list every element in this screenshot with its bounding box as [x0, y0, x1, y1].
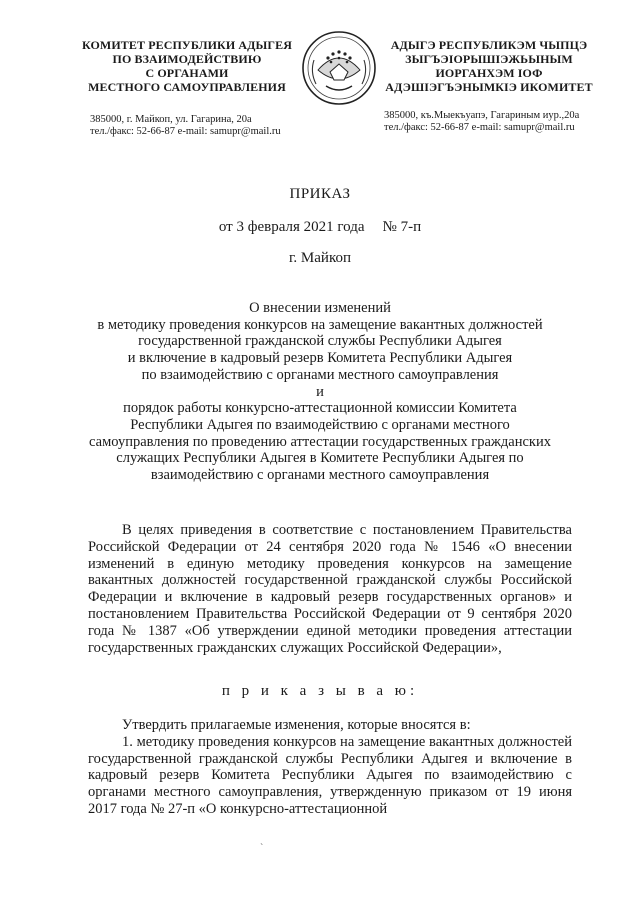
subject-line: взаимодействию с органами местного самоуправления [150, 467, 490, 484]
subject-line: служащих Республики Адыгея в Комитете Республики Адыгея по [116, 450, 524, 467]
left-org-line: С ОРГАНАМИ [145, 66, 229, 80]
subject-line: в методику проведения конкурсов на замещение вакантных должностей [97, 316, 543, 333]
subject-line: Республики Адыгея по взаимодействию с органами местного [130, 416, 510, 433]
left-letterhead [72, 38, 302, 138]
left-org-line: КОМИТЕТ РЕСПУБЛИКИ АДЫГЕЯ [81, 38, 292, 52]
left-org-name [72, 38, 302, 94]
preamble-paragraph: В целях приведения в соответствие с постановлением Правительства Российской Федерации от 24 сентября 2020 года № 1546 «О внесении изменений в единую методику проведения конкурсов на замещение вакантных должностей государственной гражданской службы Российской Федерации и включение в кадровый резерв государственных органов» и постановлением Правительства Российской Федерации от 9 сентября 2020 года № 1387 «Об утверждении единой методики проведения аттестации государственных гражданских служащих Российской Федерации», [88, 522, 572, 656]
document-type: ПРИКАЗ [289, 186, 351, 202]
approve-line: Утвердить прилагаемые изменения, которые вносятся в: [122, 717, 471, 733]
right-org-line: АДЫГЭ РЕСПУБЛИКЭМ ЧЫПЦЭ [390, 38, 588, 52]
order-date: от 3 февраля 2021 года [218, 219, 365, 235]
order-subject [60, 300, 580, 484]
left-org-line: ПО ВЗАИМОДЕЙСТВИЮ [112, 52, 262, 66]
subject-line: и включение в кадровый резерв Комитета Республики Адыгея [127, 350, 513, 367]
right-org-name [384, 38, 594, 94]
date-number-line [0, 219, 640, 236]
left-org-line: МЕСТНОГО САМОУПРАВЛЕНИЯ [88, 80, 286, 94]
right-org-line: ИОРГАНХЭМ ІОФ [435, 66, 543, 80]
preamble-section [88, 522, 572, 656]
left-contacts: тел./факс: 52-66-87 e-mail: samupr@mail.ru [90, 126, 281, 137]
right-address: 385000, къ.Мыекъуапэ, Гагариным иур.,20а [384, 110, 580, 121]
subject-line: по взаимодействию с органами местного самоуправления [141, 366, 499, 383]
item-1-paragraph: 1. методику проведения конкурсов на замещение вакантных должностей государственной гражданской службы Республики Адыгея и включение в кадровый резерв Комитета Республики Адыгея по взаимодействию с органами местного самоуправления, утвержденную приказом от 19 июня 2017 года № 27-п «О конкурсно-аттестационной [88, 733, 572, 817]
scan-speck: ` [260, 843, 264, 854]
decree-word: п р и к а з ы в а ю: [221, 683, 419, 699]
right-org-line: ЗЫГЪЭІОРЫШІЭЖЬЫНЫМ [405, 52, 573, 66]
subject-line: самоуправления по проведению аттестации государственных гражданских [89, 433, 551, 450]
subject-line: государственной гражданской службы Республики Адыгея [138, 333, 502, 350]
left-address: 385000, г. Майкоп, ул. Гагарина, 20а [90, 114, 252, 125]
coat-of-arms-emblem-icon [300, 28, 378, 108]
subject-line: порядок работы конкурсно-аттестационной комиссии Комитета [123, 400, 517, 417]
right-org-line: АДЭШІЭГЪЭНЫМКІЭ ИКОМИТЕТ [385, 80, 593, 94]
right-contacts: тел./факс: 52-66-87 e-mail: samupr@mail.ru [384, 122, 575, 133]
order-number: № 7-п [382, 219, 422, 235]
subject-line: О внесении изменений [249, 300, 391, 316]
left-address-block [72, 114, 302, 138]
right-address-block [384, 110, 594, 134]
right-letterhead [384, 38, 594, 134]
decree-body [88, 717, 572, 818]
subject-line: и [316, 383, 324, 400]
city: г. Майкоп [288, 250, 352, 266]
